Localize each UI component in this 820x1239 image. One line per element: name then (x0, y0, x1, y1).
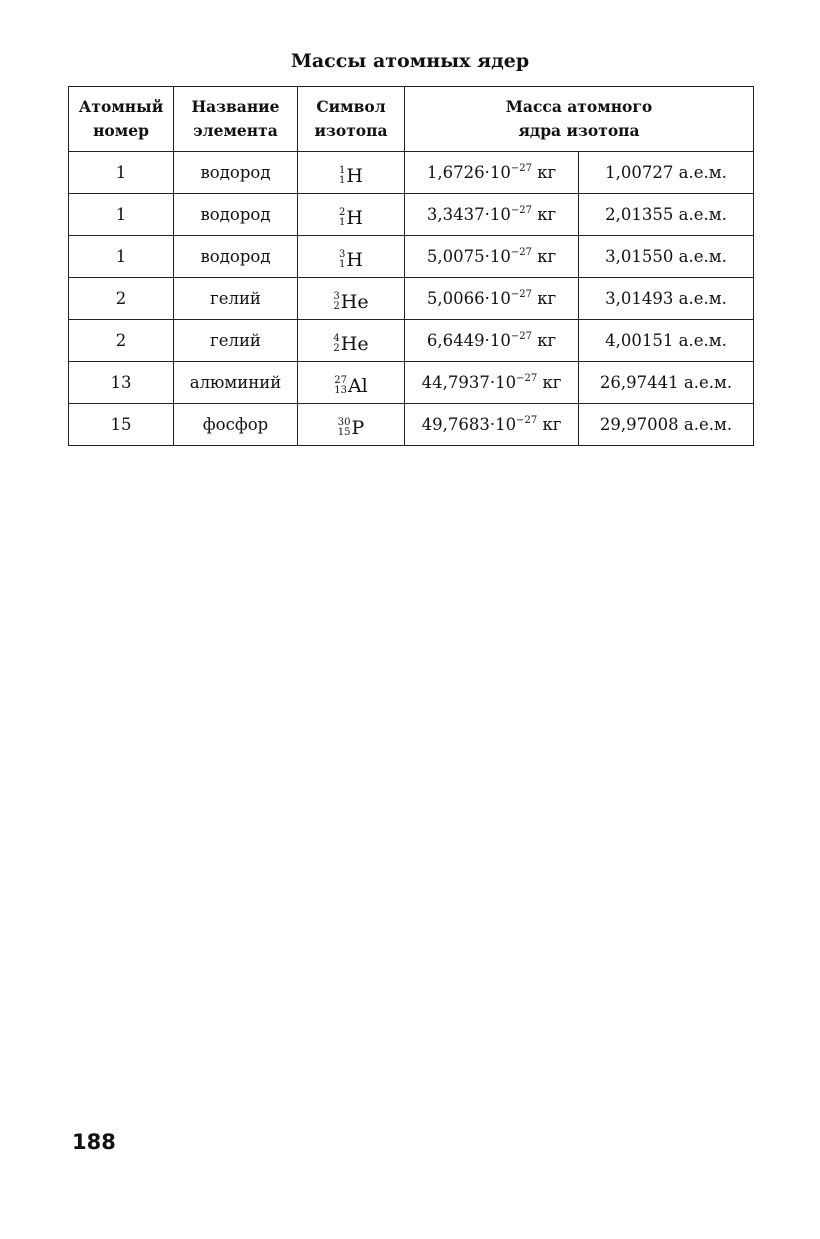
mass-amu-cell: 29,97008 а.е.м. (579, 404, 754, 446)
mass-mantissa: 49,7683·10 (421, 415, 517, 434)
mass-exponent: −27 (510, 163, 532, 174)
header-isotope-symbol (298, 87, 405, 152)
mass-number: 3 (333, 291, 340, 302)
charge-number: 1 (339, 217, 346, 228)
header-line: Масса атомного (505, 97, 653, 116)
mass-kg-cell (405, 362, 579, 404)
page-number: 188 (72, 1130, 116, 1154)
element-name-cell: гелий (174, 278, 298, 320)
element-symbol: H (346, 207, 363, 229)
charge-number: 1 (339, 175, 346, 186)
mass-amu-cell: 1,00727 а.е.м. (579, 152, 754, 194)
charge-number: 13 (334, 385, 347, 396)
isotope-numbers (334, 376, 347, 396)
mass-exponent: −27 (510, 289, 532, 300)
isotope-symbol-cell (298, 362, 405, 404)
table-row (69, 278, 754, 320)
element-symbol: He (340, 333, 369, 355)
atomic-number-cell: 2 (69, 278, 174, 320)
isotope-symbol-cell (298, 404, 405, 446)
isotope-notation (339, 249, 363, 271)
mass-amu-cell: 3,01493 а.е.м. (579, 278, 754, 320)
atomic-number-cell: 15 (69, 404, 174, 446)
isotope-symbol-cell (298, 236, 405, 278)
header-line: номер (93, 121, 149, 140)
mass-mantissa: 3,3437·10 (426, 205, 511, 224)
element-name-cell: фосфор (174, 404, 298, 446)
isotope-numbers (333, 292, 339, 312)
mass-mantissa: 44,7937·10 (421, 373, 517, 392)
isotope-symbol-cell (298, 152, 405, 194)
isotope-numbers (339, 166, 345, 186)
isotope-notation (339, 165, 363, 187)
element-symbol: P (351, 417, 365, 439)
mass-exponent: −27 (516, 415, 538, 426)
mass-unit: кг (537, 163, 557, 182)
mass-exponent: −27 (516, 373, 538, 384)
header-element-name (174, 87, 298, 152)
header-row (69, 87, 754, 152)
mass-mantissa: 6,6449·10 (426, 331, 511, 350)
mass-unit: кг (537, 205, 557, 224)
charge-number: 2 (333, 343, 340, 354)
mass-exponent: −27 (510, 205, 532, 216)
header-line: Название (191, 97, 280, 116)
table-row (69, 362, 754, 404)
element-symbol: He (340, 291, 369, 313)
element-name-cell: водород (174, 152, 298, 194)
mass-kg-cell (405, 278, 579, 320)
isotope-notation (334, 375, 368, 397)
mass-unit: кг (537, 331, 557, 350)
table-row (69, 194, 754, 236)
element-name-cell: гелий (174, 320, 298, 362)
header-nucleus-mass (405, 87, 754, 152)
element-symbol: H (346, 165, 363, 187)
header-atomic-number (69, 87, 174, 152)
mass-exponent: −27 (510, 247, 532, 258)
mass-unit: кг (537, 289, 557, 308)
mass-mantissa: 1,6726·10 (426, 163, 511, 182)
table-row (69, 320, 754, 362)
header-line: ядра изотопа (518, 121, 640, 140)
isotope-symbol-cell (298, 320, 405, 362)
atomic-number-cell: 2 (69, 320, 174, 362)
mass-number: 4 (333, 333, 340, 344)
mass-mantissa: 5,0075·10 (426, 247, 511, 266)
mass-kg-cell (405, 194, 579, 236)
mass-number: 27 (334, 375, 347, 386)
mass-number: 1 (339, 165, 346, 176)
element-name-cell: алюминий (174, 362, 298, 404)
mass-amu-cell: 4,00151 а.е.м. (579, 320, 754, 362)
isotope-numbers (333, 334, 339, 354)
isotope-notation (333, 333, 368, 355)
atomic-number-cell: 1 (69, 152, 174, 194)
mass-kg-cell (405, 404, 579, 446)
charge-number: 1 (339, 259, 346, 270)
atomic-number-cell: 1 (69, 236, 174, 278)
table-row (69, 404, 754, 446)
isotope-symbol-cell (298, 278, 405, 320)
mass-exponent: −27 (510, 331, 532, 342)
mass-unit: кг (537, 247, 557, 266)
isotope-notation (339, 207, 363, 229)
mass-unit: кг (542, 415, 562, 434)
mass-number: 2 (339, 207, 346, 218)
header-line: Символ (316, 97, 386, 116)
table-row (69, 236, 754, 278)
element-symbol: H (346, 249, 363, 271)
charge-number: 15 (337, 427, 351, 438)
element-name-cell: водород (174, 194, 298, 236)
isotope-numbers (339, 250, 345, 270)
mass-number: 30 (337, 417, 351, 428)
header-line: Атомный (78, 97, 164, 116)
mass-kg-cell (405, 152, 579, 194)
isotope-notation (333, 291, 368, 313)
table-row (69, 152, 754, 194)
isotope-numbers (338, 418, 351, 438)
atomic-number-cell: 1 (69, 194, 174, 236)
atomic-number-cell: 13 (69, 362, 174, 404)
isotope-notation (338, 417, 365, 439)
mass-kg-cell (405, 236, 579, 278)
header-line: элемента (193, 121, 278, 140)
header-line: изотопа (314, 121, 388, 140)
isotope-numbers (339, 208, 345, 228)
charge-number: 2 (333, 301, 340, 312)
nuclear-masses-table (68, 86, 754, 446)
mass-kg-cell (405, 320, 579, 362)
mass-unit: кг (542, 373, 562, 392)
isotope-symbol-cell (298, 194, 405, 236)
element-symbol: Al (347, 375, 368, 397)
mass-amu-cell: 2,01355 а.е.м. (579, 194, 754, 236)
mass-number: 3 (339, 249, 346, 260)
mass-amu-cell: 3,01550 а.е.м. (579, 236, 754, 278)
mass-mantissa: 5,0066·10 (426, 289, 511, 308)
element-name-cell: водород (174, 236, 298, 278)
mass-amu-cell: 26,97441 а.е.м. (579, 362, 754, 404)
table-title: Массы атомных ядер (290, 50, 530, 72)
